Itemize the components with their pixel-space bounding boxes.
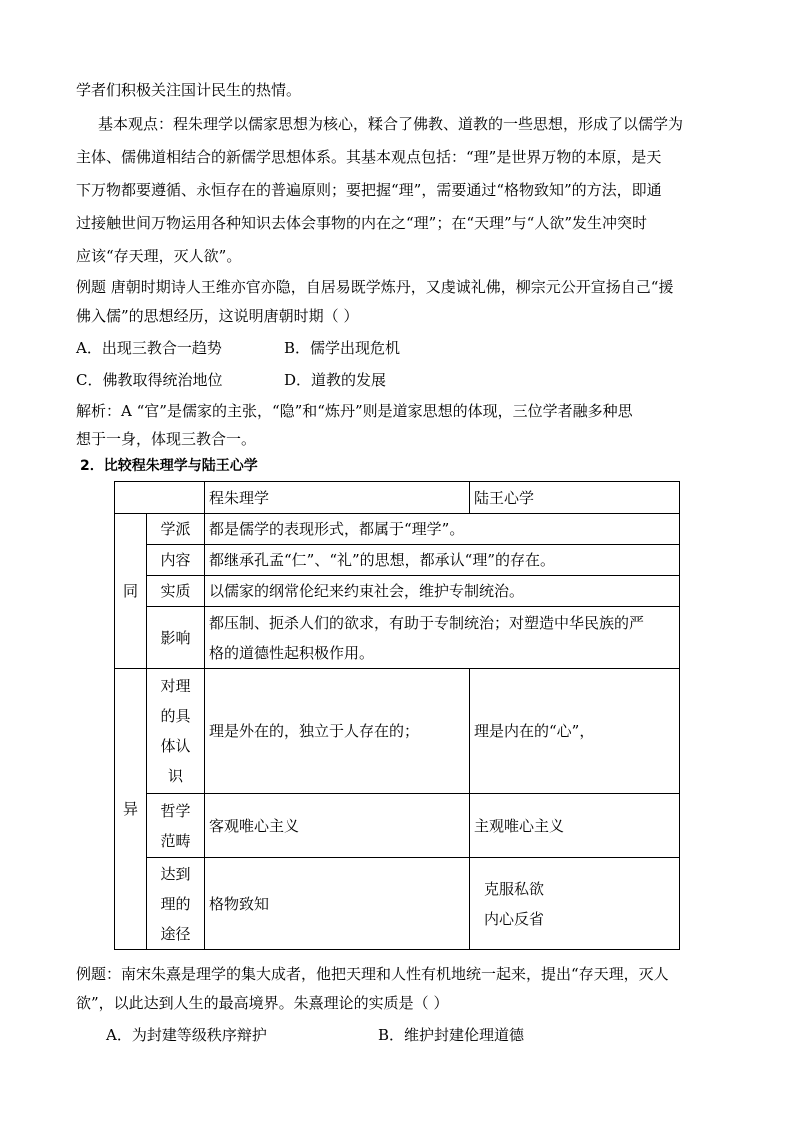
table-cell <box>470 858 680 950</box>
table-cell: 主观唯心主义 <box>470 794 680 858</box>
row-label: 学派 <box>147 514 205 545</box>
same-label: 同 <box>115 514 147 669</box>
label-line: 对理 <box>160 677 191 695</box>
label-line: 达到 <box>160 864 191 883</box>
row-label <box>147 669 205 794</box>
table-row <box>115 858 680 950</box>
label-line: 体认 <box>160 737 191 755</box>
table-corner-cell <box>115 482 205 514</box>
answer-explanation: 想于一身，体现三教合一。 <box>76 430 257 448</box>
table-cell: 以儒家的纲常伦纪来约束社会，维护专制统治。 <box>205 576 680 607</box>
option-a: A．为封建等级秩序辩护 <box>106 1026 267 1044</box>
cell-line: 格的道德性起积极作用。 <box>209 643 375 662</box>
cell-line: 内心反省 <box>484 909 545 928</box>
table-row <box>115 545 680 576</box>
paragraph-line: 过接触世间万物运用各种知识去体会事物的内在之“理”；在“天理”与“人欲”发生冲突时 <box>76 214 648 232</box>
table-header-cheng-zhu: 程朱理学 <box>205 482 470 514</box>
option-b: B．儒学出现危机 <box>284 339 401 357</box>
label-line: 途径 <box>160 924 191 943</box>
paragraph-line: 学者们积极关注国计民生的热情。 <box>76 81 302 99</box>
table-row <box>115 794 680 858</box>
label-line: 范畴 <box>160 831 191 850</box>
row-label: 内容 <box>147 545 205 576</box>
example-question: 例题 唐朝时期诗人王维亦官亦隐，自居易既学炼丹，又虔诚礼佛，柳宗元公开宣扬自己“援 <box>76 278 674 296</box>
table-row <box>115 514 680 545</box>
table-row <box>115 669 680 794</box>
diff-label: 异 <box>115 669 147 950</box>
example-question: 例题：南宋朱熹是理学的集大成者，他把天理和人性有机地统一起来，提出“存天理，灭人 <box>76 965 669 983</box>
label-line: 理的 <box>160 894 191 913</box>
table-header-lu-wang: 陆王心学 <box>470 482 680 514</box>
paragraph-line: 下万物都要遵循、永恒存在的普遍原则；要把握“理”，需要通过“格物致知”的方法，即通 <box>76 181 662 199</box>
table-cell: 格物致知 <box>205 858 470 950</box>
paragraph-line: 主体、儒佛道相结合的新儒学思想体系。其基本观点包括：“理”是世界万物的本原，是天 <box>76 148 662 166</box>
label-line: 的具 <box>160 707 191 725</box>
example-question: 欲”，以此达到人生的最高境界。朱熹理论的实质是（ ） <box>76 994 449 1012</box>
section-heading: 2．比较程朱理学与陆王心学 <box>80 458 258 474</box>
paragraph-line: 应该“存天理，灭人欲”。 <box>76 247 242 265</box>
table-row <box>115 576 680 607</box>
option-a: A．出现三教合一趋势 <box>76 339 222 357</box>
comparison-table <box>114 481 680 950</box>
table-cell: 理是外在的，独立于人存在的； <box>205 669 470 794</box>
table-cell: 都继承孔孟“仁”、“礼”的思想，都承认“理”的存在。 <box>205 545 680 576</box>
table-cell: 都是儒学的表现形式，都属于“理学”。 <box>205 514 680 545</box>
answer-explanation: 解析：A “官”是儒家的主张，“隐”和“炼丹”则是道家思想的体现，三位学者融多种思 <box>76 402 633 420</box>
table-cell: 理是内在的“心”， <box>470 669 680 794</box>
table-cell: 客观唯心主义 <box>205 794 470 858</box>
paragraph-line: 基本观点：程朱理学以儒家思想为核心，糅合了佛教、道教的一些思想，形成了以儒学为 <box>98 115 684 133</box>
label-line: 识 <box>167 767 183 785</box>
row-label <box>147 794 205 858</box>
row-label: 影响 <box>147 607 205 669</box>
table-cell <box>205 607 680 669</box>
row-label <box>147 858 205 950</box>
row-label: 实质 <box>147 576 205 607</box>
example-question: 佛入儒”的思想经历，这说明唐朝时期（ ） <box>76 307 359 325</box>
option-d: D．道教的发展 <box>284 371 387 389</box>
table-header-row <box>115 482 680 514</box>
option-c: C．佛教取得统治地位 <box>76 371 223 389</box>
cell-line: 克服私欲 <box>484 879 545 898</box>
cell-line: 都压制、扼杀人们的欲求，有助于专制统治；对塑造中华民族的严 <box>209 613 645 632</box>
label-line: 哲学 <box>160 801 191 820</box>
table-row <box>115 607 680 669</box>
option-b: B．维护封建伦理道德 <box>378 1026 525 1044</box>
